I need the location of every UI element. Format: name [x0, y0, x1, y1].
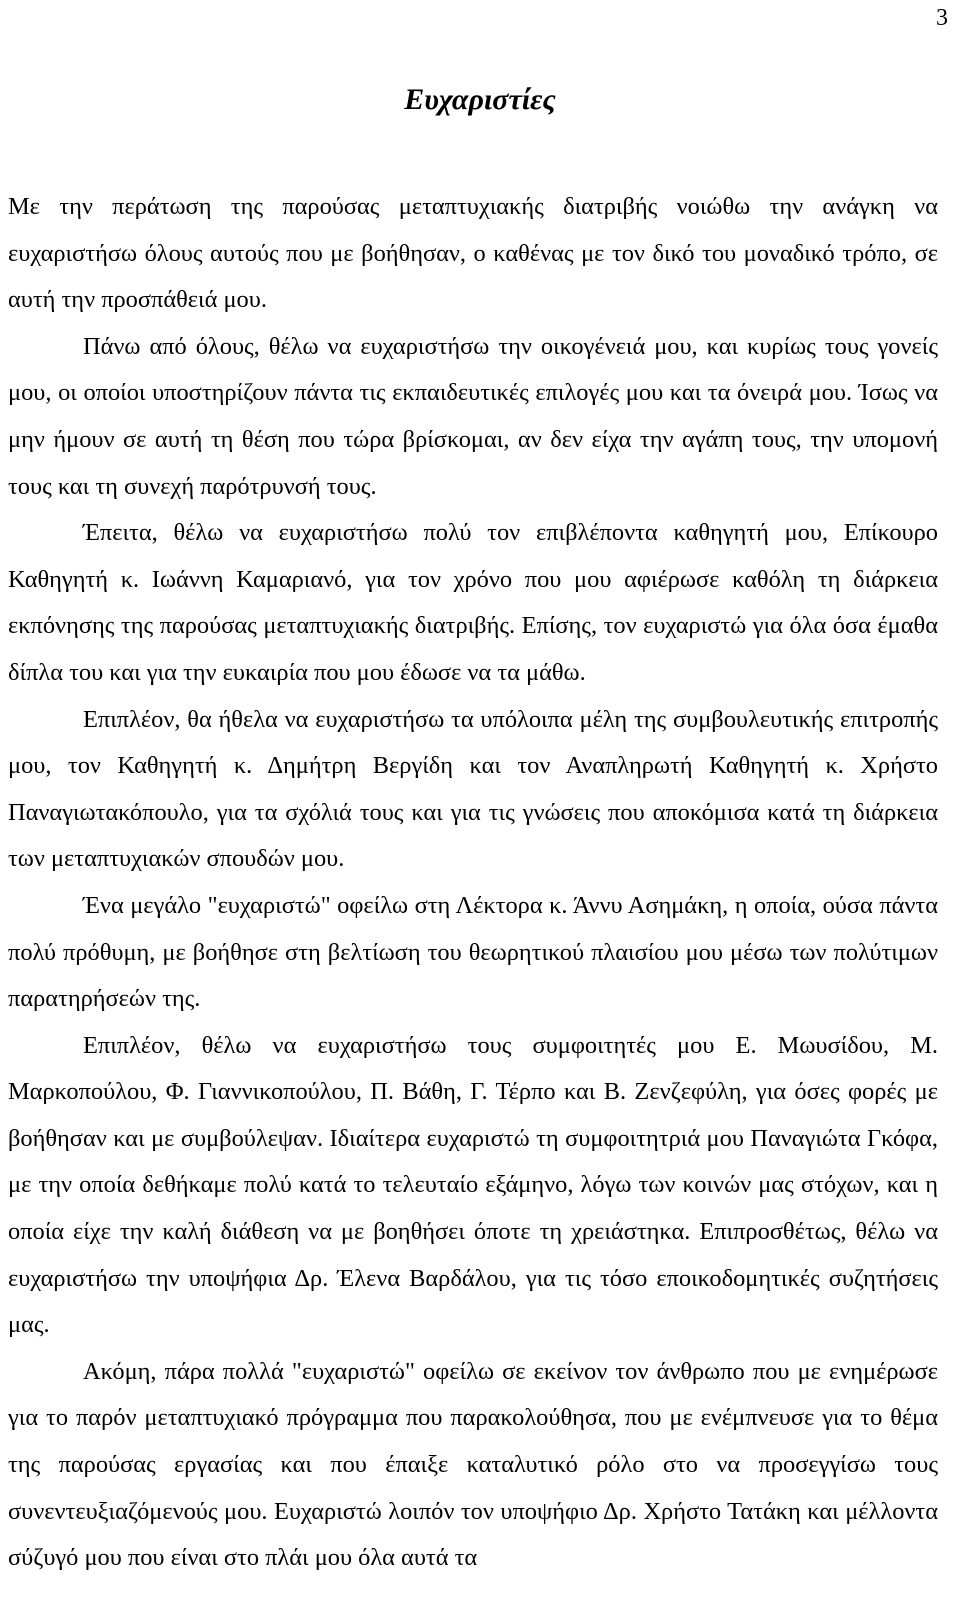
paragraph-classmates: Επιπλέον, θέλω να ευχαριστήσω τους συμφοιτητές μου Ε. Μωυσίδου, Μ. Μαρκοπούλου, Φ. Γιαννικοπούλου, Π. Βάθη, Γ. Τέρπο και Β. Ζενζεφύλη, για όσες φορές με βοήθησαν και με συμβούλεψαν. Ιδιαίτερα ευχαριστώ τη συμφοιτητριά μου Παναγιώτα Γκόφα, με την οποία δεθήκαμε πολύ κατά το τελευταίο εξάμηνο, λόγω των κοινών μας στόχων, και η οποία είχε την καλή διάθεση να με βοηθήσει όποτε τη χρειάστηκα. Επιπροσθέτως, θέλω να ευχαριστήσω την υποψήφια Δρ. Έλενα Βαρδάλου, για τις τόσο εποικοδομητικές συζητήσεις μας. [8, 1031, 938, 1339]
paragraph-partner: Ακόμη, πάρα πολλά "ευχαριστώ" οφείλω σε εκείνον τον άνθρωπο που με ενημέρωσε για το παρόν μεταπτυχιακό πρόγραμμα που παρακολούθησα, που με ενέμπνευσε για το θέμα της παρούσας εργασίας και που έπαιξε καταλυτικό ρόλο στο να προσεγγίσω τους συνεντευξιαζόμενούς μου. Ευχαριστώ λοιπόν τον υποψήφιο Δρ. Χρήστο Τατάκη και μέλλοντα σύζυγό μου που είναι στο πλάι μου όλα αυτά τα [8, 1357, 938, 1572]
paragraph-supervisor: Έπειτα, θέλω να ευχαριστήσω πολύ τον επιβλέποντα καθηγητή μου, Επίκουρο Καθηγητή κ. Ιωάννη Καμαριανό, για τον χρόνο που μου αφιέρωσε καθόλη τη διάρκεια εκπόνησης της παρούσας μεταπτυχιακής διατριβής. Επίσης, τον ευχαριστώ για όλα όσα έμαθα δίπλα του και για την ευκαιρία που μου έδωσε να τα μάθω. [8, 519, 938, 686]
paragraph-lecturer: Ένα μεγάλο "ευχαριστώ" οφείλω στη Λέκτορα κ. Άννυ Ασημάκη, η οποία, ούσα πάντα πολύ πρόθυμη, με βοήθησε στη βελτίωση του θεωρητικού πλαισίου μου μέσω των πολύτιμων παρατηρήσεών της. [8, 891, 938, 1013]
page-number: 3 [936, 5, 948, 31]
document-body [8, 184, 938, 1582]
page-title: Ευχαριστίες [404, 83, 556, 116]
paragraph-committee: Επιπλέον, θα ήθελα να ευχαριστήσω τα υπόλοιπα μέλη της συμβουλευτικής επιτροπής μου, τον Καθηγητή κ. Δημήτρη Βεργίδη και τον Αναπληρωτή Καθηγητή κ. Χρήστο Παναγιωτακόπουλο, για τα σχόλιά τους και για τις γνώσεις που αποκόμισα κατά τη διάρκεια των μεταπτυχιακών σπουδών μου. [8, 705, 938, 873]
paragraph-intro: Με την περάτωση της παρούσας μεταπτυχιακής διατριβής νοιώθω την ανάγκη να ευχαριστήσω όλους αυτούς που με βοήθησαν, ο καθένας με τον δικό του μοναδικό τρόπο, σε αυτή την προσπάθειά μου. [8, 193, 938, 314]
paragraph-family: Πάνω από όλους, θέλω να ευχαριστήσω την οικογένειά μου, και κυρίως τους γονείς μου, οι οποίοι υποστηρίζουν πάντα τις εκπαιδευτικές επιλογές μου και τα όνειρά μου. Ίσως να μην ήμουν σε αυτή τη θέση που τώρα βρίσκομαι, αν δεν είχα την αγάπη τους, την υπομονή τους και τη συνεχή παρότρυνσή τους. [8, 332, 938, 500]
